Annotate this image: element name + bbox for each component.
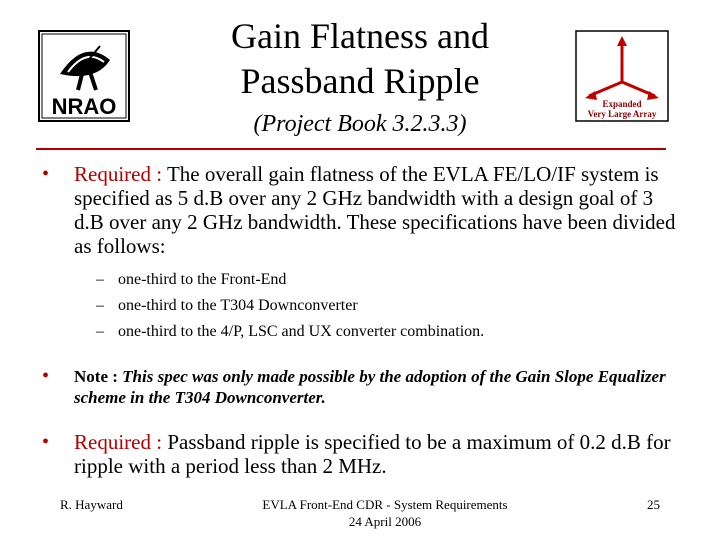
footer-center (220, 496, 550, 530)
bullet-text: The overall gain flatness of the EVLA FE/LO/IF system is specified as 5 d.B over any 2 GHz bandwidth with a design goal of 3 d.B over any 2 GHz bandwidth. These specifications have been divided as follows: (74, 162, 676, 258)
footer-page-number: 25 (647, 497, 660, 512)
bullet-marker: • (42, 365, 50, 387)
bullet-note (42, 366, 682, 408)
note-label: Note : (74, 367, 118, 386)
sub-item-marker: – (96, 271, 104, 288)
bullet-text: Passband ripple is specified to be a maximum of 0.2 d.B for ripple with a period less than 2 MHz. (74, 430, 671, 478)
nrao-logo (38, 30, 130, 122)
bullet-label: Required : (74, 162, 163, 186)
title-line-1: Gain Flatness and (231, 16, 489, 56)
slide-title (180, 14, 540, 104)
bullet-marker: • (42, 163, 50, 185)
sub-item-text: one-third to the 4/P, LSC and UX converter combination. (118, 323, 485, 340)
evla-logo (575, 30, 669, 122)
title-divider (36, 148, 666, 150)
evla-logo-line-2: Very Large Array (587, 109, 657, 119)
bullet-required-passband-ripple (42, 430, 682, 478)
footer-center-line-1: EVLA Front-End CDR - System Requirements (262, 497, 508, 512)
footer-center-line-2: 24 April 2006 (348, 514, 422, 529)
slide-subtitle: (Project Book 3.2.3.3) (253, 111, 467, 137)
footer-author: R. Hayward (60, 497, 123, 512)
sub-item-text: one-third to the T304 Downconverter (118, 297, 358, 314)
sub-item (96, 294, 656, 318)
sub-item-marker: – (96, 297, 104, 314)
sub-item (96, 320, 656, 344)
sub-item-text: one-third to the Front-End (118, 271, 287, 288)
sub-item (96, 268, 656, 292)
title-line-2: Passband Ripple (240, 61, 480, 101)
bullet-marker: • (42, 431, 50, 453)
bullet-required-gain-flatness (42, 162, 682, 258)
evla-logo-line-1: Expanded (602, 99, 642, 109)
note-text: This spec was only made possible by the adoption of the Gain Slope Equalizer scheme in the T304 Downconverter. (74, 367, 666, 407)
nrao-logo-text: NRAO (51, 94, 117, 119)
sub-item-marker: – (96, 323, 104, 340)
bullet-label: Required : (74, 430, 163, 454)
